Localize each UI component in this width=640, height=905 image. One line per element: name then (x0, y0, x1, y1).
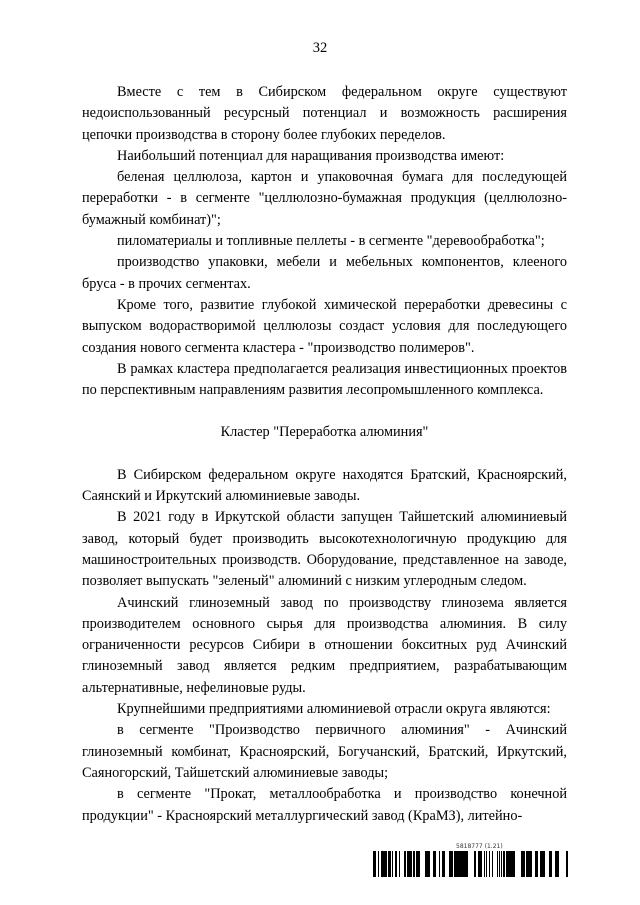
document-code: 5818777 (1.21) (456, 843, 503, 850)
paragraph: Кроме того, развитие глубокой химической переработки древесины с выпуском водорастворимой целлюлозы создаст условия для последующего создания нового сегмента кластера - "производство полимеров". (82, 296, 567, 356)
barcode-icon (372, 851, 568, 877)
paragraph: В Сибирском федеральном округе находятся Братский, Красноярский, Саянский и Иркутский алюминиевые заводы. (82, 466, 567, 505)
paragraph: Вместе с тем в Сибирском федеральном округе существуют недоиспользованный ресурсный потенциал и возможность расширения цепочки производства в сторону более глубоких переделов. (82, 84, 567, 143)
paragraph: Наибольший потенциал для наращивания производства имеют: (117, 147, 505, 164)
paragraph: беленая целлюлоза, картон и упаковочная бумага для последующей переработки - в сегменте "целлюлозно-бумажная продукция (целлюлозно-бумажный комбинат)"; (82, 169, 567, 228)
paragraph: В 2021 году в Иркутской области запущен Тайшетский алюминиевый завод, который будет производить высокотехнологичную продукцию для машиностроительных производств. Оборудование, представленное на заводе, позволяет выпускать "зеленый" алюминий с низким углеродным следом. (82, 509, 567, 590)
paragraph: пиломатериалы и топливные пеллеты - в сегменте "деревообработка"; (117, 233, 545, 250)
paragraph: в сегменте "Производство первичного алюминия" - Ачинский глиноземный комбинат, Красноярский, Богучанский, Братский, Иркутский, Саяногорский, Тайшетский алюминиевые заводы; (82, 722, 567, 781)
paragraph: в сегменте "Прокат, металлообработка и производство конечной продукции" - Красноярский металлургический завод (КраМЗ), литейно- (82, 786, 567, 824)
paragraph: производство упаковки, мебели и мебельных компонентов, клееного бруса - в прочих сегментах. (82, 254, 567, 292)
section-heading: Кластер "Переработка алюминия" (220, 424, 429, 441)
document-body (82, 82, 567, 827)
paragraph: Ачинский глиноземный завод по производству глинозема является производителем основного сырья для производства алюминия. В силу ограниченности ресурсов Сибири в отношении бокситных руд Ачинский глиноземный завод является редким предприятием, разрабатывающим альтернативные, нефелиновые руды. (82, 594, 567, 696)
page-number: 32 (312, 40, 328, 56)
paragraph: В рамках кластера предполагается реализация инвестиционных проектов по перспективным направлениям развития лесопромышленного комплекса. (82, 360, 567, 399)
paragraph: Крупнейшими предприятиями алюминиевой отрасли округа являются: (117, 701, 551, 718)
